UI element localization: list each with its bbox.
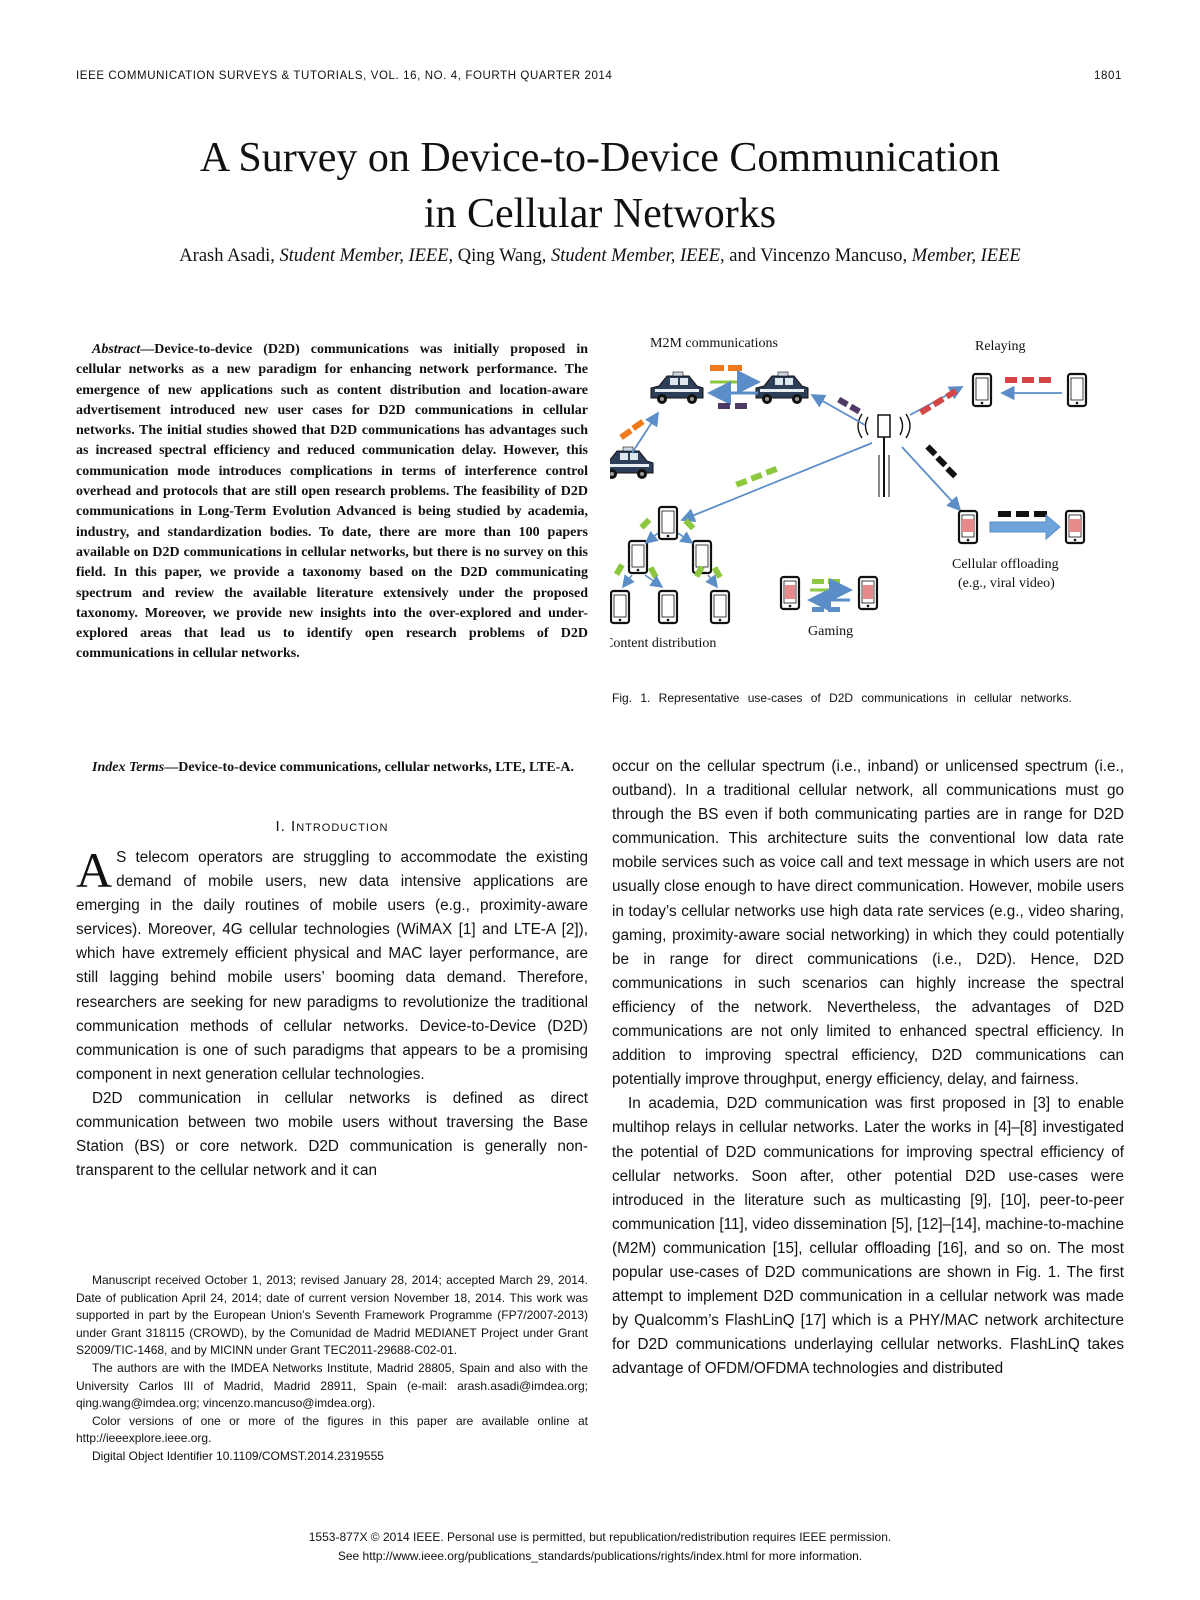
- base-station-icon: [858, 414, 910, 497]
- footnote-manuscript: Manuscript received October 1, 2013; revised January 28, 2014; accepted March 29, 2014. Date of publication April 24, 2014; date of current version November 18, 2014. This work was supported in part by the European Union’s Seventh Framework Programme (FP7/2007-2013) under Grant 318115 (CROWD), by the Comunidad de Madrid MEDIANET Project under Grant S2009/TIC-1468, and by MICINN under Grant TEC2011-29688-C02-01.: [76, 1273, 588, 1358]
- paper-title: [0, 130, 1200, 242]
- section-title: Introduction: [291, 818, 389, 835]
- footnote-doi: Digital Object Identifier 10.1109/COMST.2014.2319555: [92, 1448, 384, 1463]
- index-terms: [76, 758, 588, 778]
- label-offloading-1: Cellular offloading: [952, 557, 1059, 572]
- right-paragraph-2: In academia, D2D communication was first proposed in [3] to enable multihop relays in cellular networks. Later the works in [4]–[8] investigated the potential of D2D communications for improving spectral efficiency of cellular networks. Soon after, other potential D2D use-cases were introduced in the literature such as multicasting [9], [10], peer-to-peer communication [11], video dissemination [5], [12]–[14], machine-to-machine (M2M) communication [15], cellular offloading [16], and so on. The most popular use-cases of D2D communications are shown in Fig. 1. The first attempt to implement D2D communication in a cellular network was made by Qualcomm’s FlashLinQ [17] which is a PHY/MAC network architecture for D2D communications underlaying cellular networks. FlashLinQ takes advantage of OFDM/OFDMA technologies and distributed: [612, 1095, 1124, 1378]
- figure-1: [610, 335, 1130, 680]
- copyright-notice: [0, 1528, 1200, 1566]
- label-offloading-2: (e.g., viral video): [958, 576, 1055, 591]
- figure-1-diagram: [610, 335, 1130, 680]
- index-terms-label: Index Terms: [92, 760, 165, 775]
- author-2: , Qing Wang,: [448, 246, 552, 266]
- label-content-distribution: Content distribution: [610, 636, 717, 651]
- abstract: [76, 340, 588, 665]
- author-1: Arash Asadi,: [179, 246, 280, 266]
- author-list: [0, 246, 1200, 267]
- right-column-body: [612, 755, 1124, 1381]
- label-m2m: M2M communications: [650, 336, 778, 351]
- author-2-role: Student Member, IEEE: [551, 246, 721, 266]
- copyright-line-2: See http://www.ieee.org/publications_standards/publications/rights/index.html for more information.: [337, 1549, 863, 1563]
- content-distribution-tree: [611, 507, 729, 623]
- intro-paragraph-1-text: S telecom operators are struggling to accommodate the existing demand of mobile users, new data intensive applications are emerging in the daily routines of mobile users (e.g., proximity-aware services). Moreover, 4G cellular technologies (WiMAX [1] and LTE-A [2]), which have extremely efficient physical and MAC layer performance, are still lagging behind mobile users’ booming data demand. Therefore, researchers are seeking for new paradigms to revolutionize the traditional communication methods of cellular networks. Device-to-Device (D2D) communication is one of such paradigms that appears to be a promising component in next generation cellular technologies.: [76, 849, 588, 1083]
- index-terms-text: —Device-to-device communications, cellular networks, LTE, LTE-A.: [164, 760, 574, 775]
- first-page-footnote: [76, 1272, 588, 1466]
- right-paragraph-1: occur on the cellular spectrum (i.e., inband) or unlicensed spectrum (i.e., outband). In a traditional cellular network, all communications must go through the BS even if both communicating parties are in range for D2D communication. This architecture suits the conventional low data rate mobile services such as voice call and text message in which users are not usually close enough to have direct communication. However, mobile users in today’s cellular networks use high data rate services (e.g., video sharing, gaming, proximity-aware social networking) in which they could potentially be in range for direct communications (i.e., D2D). Hence, D2D communications in such scenarios can highly increase the spectral efficiency of the network. Nevertheless, the advantages of D2D communications are not only limited to enhanced spectral efficiency. In addition to improving spectral efficiency, D2D communications can potentially improve throughput, energy efficiency, delay, and fairness.: [612, 758, 1124, 1089]
- offloading-phones: [959, 511, 1084, 543]
- label-gaming: Gaming: [808, 624, 854, 639]
- copyright-line-1: 1553-877X © 2014 IEEE. Personal use is permitted, but republication/redistribution requires IEEE permission.: [308, 1530, 892, 1544]
- title-line-2: in Cellular Networks: [423, 191, 777, 237]
- abstract-label: Abstract: [92, 342, 141, 357]
- footnote-affiliation: The authors are with the IMDEA Networks Institute, Madrid 28805, Spain and also with the University Carlos III of Madrid, Madrid 28911, Spain (e-mail: arash.asadi@imdea.org; qing.wang@imdea.org; vincenzo.mancuso@imdea.org).: [76, 1360, 588, 1411]
- section-number: I.: [275, 818, 292, 835]
- label-relaying: Relaying: [975, 339, 1026, 354]
- m2m-cars: [610, 365, 808, 479]
- abstract-text: —Device-to-device (D2D) communications was initially proposed in cellular networks as a new paradigm for enhancing network performance. The emergence of new applications such as content distribution and location-aware advertisement introduced new user cases for D2D communications in cellular networks. The initial studies showed that D2D communications has advantages such as increased spectral efficiency and reduced communication delay. However, this communication mode introduces complications in terms of interference control overhead and protocols that are still open research problems. The feasibility of D2D communications in Long-Term Evolution Advanced is being studied by academia, industry, and standardization bodies. To date, there are more than 100 papers available on D2D communications in cellular networks, but there is no survey on this field. In this paper, we provide a taxonomy based on the D2D communicating spectrum and review the available literature extensively under the proposed taxonomy. Moreover, we provide new insights into the over-explored and under-explored areas that lead us to identify open research problems of D2D communications in cellular networks.: [76, 342, 588, 662]
- author-3-role: Member, IEEE: [911, 246, 1021, 266]
- running-header: [76, 70, 1122, 82]
- journal-running-head: IEEE COMMUNICATION SURVEYS & TUTORIALS, VOL. 16, NO. 4, FOURTH QUARTER 2014: [76, 70, 613, 82]
- left-column-body: [76, 842, 588, 1183]
- page-number: 1801: [1094, 70, 1122, 82]
- intro-paragraph-2: D2D communication in cellular networks is defined as direct communication between two mobile users without traversing the Base Station (BS) or core network. D2D communication is generally non-transparent to the cellular network and it can: [76, 1089, 588, 1180]
- intro-paragraph-1: [76, 842, 588, 1087]
- footnote-color: Color versions of one or more of the figures in this paper are available online at http://ieeexplore.ieee.org.: [76, 1413, 588, 1446]
- title-line-1: A Survey on Device-to-Device Communication: [199, 135, 1001, 181]
- gaming-phones: [781, 577, 877, 612]
- section-heading: [76, 818, 588, 835]
- arrow-bs-to-content: [682, 443, 872, 520]
- figure-1-caption: Fig. 1. Representative use-cases of D2D communications in cellular networks.: [612, 691, 1072, 705]
- author-3: , and Vincenzo Mancuso,: [720, 246, 912, 266]
- drop-cap: A: [76, 842, 113, 898]
- relaying-phones: [973, 374, 1086, 406]
- author-1-role: Student Member, IEEE: [279, 246, 449, 266]
- arrow-bs-to-offload: [902, 447, 960, 510]
